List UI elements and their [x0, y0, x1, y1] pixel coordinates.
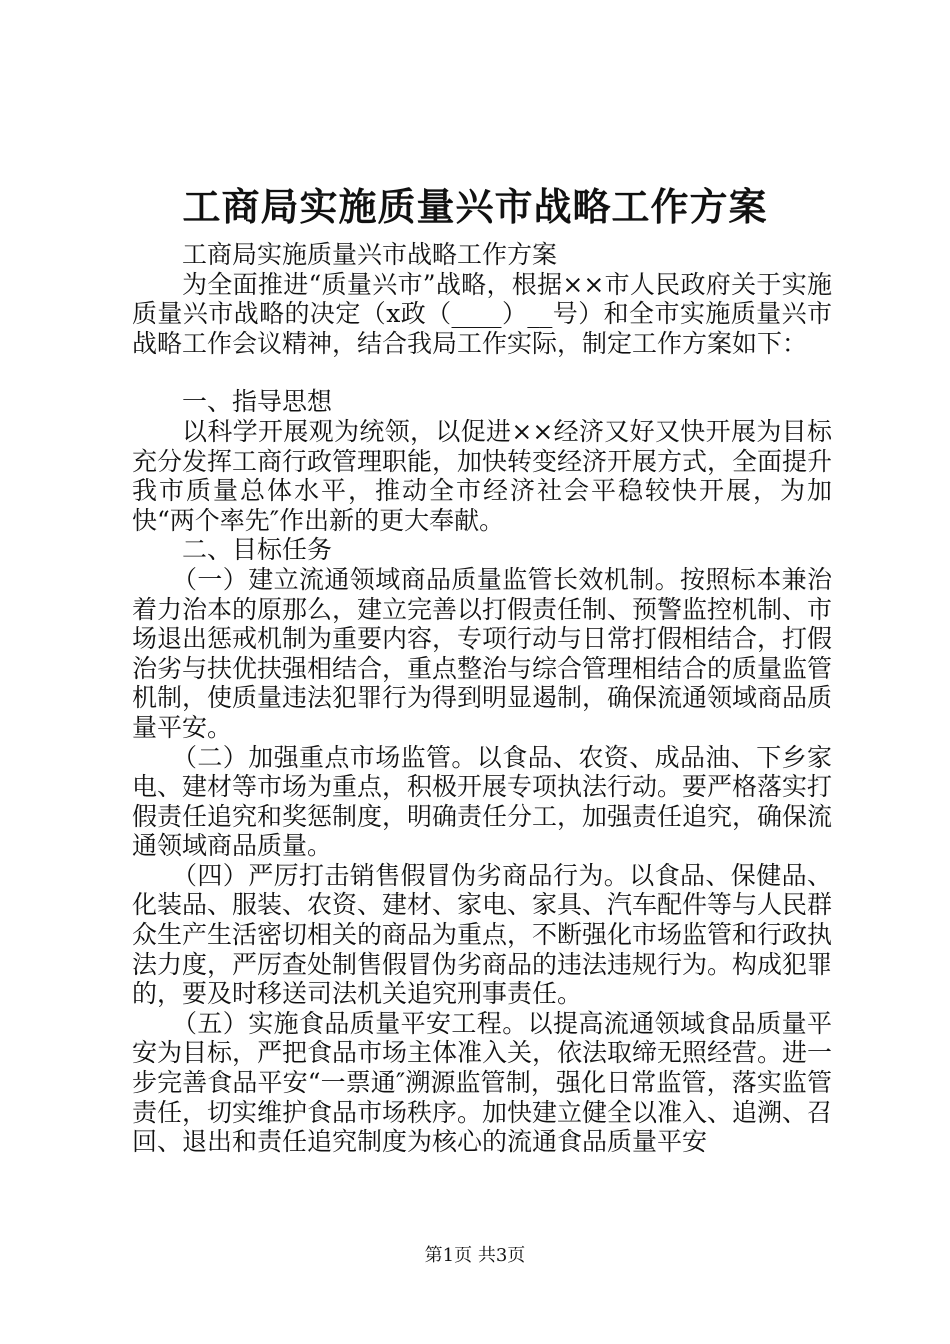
guiding-thought-paragraph: 以科学开展观为统领，以促进××经济又好又快开展为目标充分发挥工商行政管理职能，加快转变经济开展方式，全面提升我市质量总体水平，推动全市经济社会平稳较快开展，为加快“两个率先″作出新的更大奉献。 [132, 416, 833, 535]
subtitle-paragraph: 工商局实施质量兴市战略工作方案 [182, 240, 558, 269]
page-indicator: 第1页 共3页 [424, 1245, 526, 1266]
section-heading-guiding-thought: 一、指导思想 [182, 387, 333, 417]
document-body [132, 240, 832, 1157]
intro-paragraph: 为全面推进“质量兴市”战略，根据××市人民政府关于实施质量兴市战略的决定（x政（____）__号）和全市实施质量兴市战略工作会议精神，结合我局工作实际，制定工作方案如下： [132, 269, 832, 358]
document-title: 工商局实施质量兴市战略工作方案 [182, 184, 768, 229]
goal-item-4-paragraph: （四）严厉打击销售假冒伪劣商品行为。以食品、保健品、化装品、服装、农资、建材、家电、家具、汽车配件等与人民群众生产生活密切相关的商品为重点，不断强化市场监管和行政执法力度，严厉查处制售假冒伪劣商品的违法违规行为。构成犯罪的，要及时移送司法机关追究刑事责任。 [132, 860, 833, 1009]
goal-item-2-paragraph: （二）加强重点市场监管。以食品、农资、成品油、下乡家电、建材等市场为重点，积极开展专项执法行动。要严格落实打假责任追究和奖惩制度，明确责任分工，加强责任追究，确保流通领域商品质量。 [132, 742, 833, 861]
section-heading-goals: 二、目标任务 [182, 535, 333, 565]
goal-item-5-paragraph: （五）实施食品质量平安工程。以提高流通领域食品质量平安为目标，严把食品市场主体准入关，依法取缔无照经营。进一步完善食品平安“一票通″溯源监管制，强化日常监管，落实监管责任，切实维护食品市场秩序。加快建立健全以准入、追溯、召回、退出和责任追究制度为核心的流通食品质量平安 [132, 1008, 833, 1157]
goal-item-1-paragraph: （一）建立流通领域商品质量监管长效机制。按照标本兼治着力治本的原那么，建立完善以打假责任制、预警监控机制、市场退出惩戒机制为重要内容，专项行动与日常打假相结合，打假治劣与扶优扶强相结合，重点整治与综合管理相结合的质量监管机制，使质量违法犯罪行为得到明显遏制，确保流通领域商品质量平安。 [132, 564, 833, 742]
